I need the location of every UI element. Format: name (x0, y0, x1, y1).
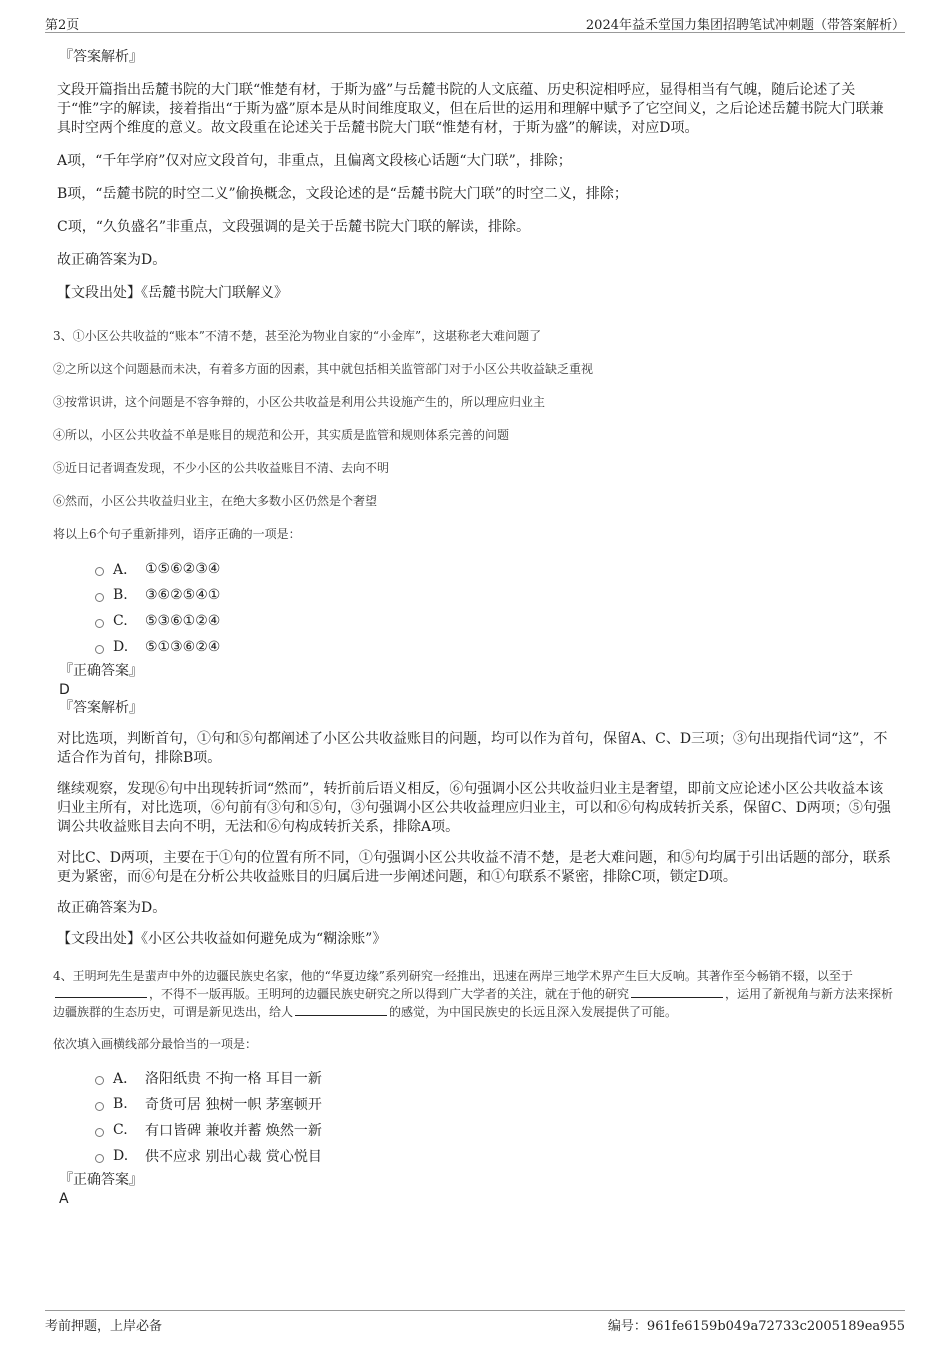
q3-source: 【文段出处】《小区公共收益如何避免成为“糊涂账”》 (57, 931, 387, 947)
q3-analysis-heading: 『答案解析』 (59, 700, 143, 716)
q3-option-b[interactable]: B. ③⑥②⑤④① (95, 582, 892, 608)
radio-icon[interactable] (95, 593, 104, 602)
q2-source: 【文段出处】《岳麓书院大门联解义》 (57, 285, 288, 301)
q2-analysis-paragraph: 文段开篇指出岳麓书院的大门联“惟楚有材，于斯为盛”与岳麓书院的人文底蕴、历史积淀相呼应，显得相当有气魄，随后论述了关于“惟”字的解读，接着指出“于斯为盛”原本是从时间维度取义，但在后世的运用和理解中赋予了它空间义，之后论述岳麓书院大门联兼具时空两个维度的意义。故文段重在论述关于岳麓书院大门联“惟楚有材，于斯为盛”的解读，对应D项。 (57, 82, 884, 136)
q3-conclusion: 故正确答案为D。 (57, 900, 167, 916)
q3-sentence-5: ⑤近日记者调查发现，不少小区的公共收益账目不清、去向不明 (53, 461, 390, 475)
q3-option-d[interactable]: D. ⑤①③⑥②④ (95, 634, 892, 660)
radio-icon[interactable] (95, 1102, 104, 1111)
q3-analysis-paragraph-1: 对比选项，判断首句，①句和⑤句都阐述了小区公共收益账目的问题，均可以作为首句，保留A、C、D三项；③句出现指代词“这”，不适合作为首句，排除B项。 (57, 731, 888, 766)
page-number: 第2页 (45, 18, 80, 33)
q3-sentence-1: 3、①小区公共收益的“账本”不清不楚，甚至沦为物业自家的“小金库”，这堪称老大难问题了 (53, 329, 542, 343)
document-id: 编号：961fe6159b049a72733c2005189ea955 (607, 1319, 905, 1334)
q4-option-a[interactable]: A． 洛阳纸贵 不拘一格 耳目一新 (95, 1065, 892, 1091)
q4-answer: A (59, 1191, 69, 1207)
q2-analysis-heading: 『答案解析』 (59, 49, 143, 65)
page-content (53, 48, 894, 1208)
q3-sentence-2: ②之所以这个问题悬而未决，有着多方面的因素，其中就包括相关监管部门对于小区公共收益缺乏重视 (53, 362, 594, 376)
radio-icon[interactable] (95, 1154, 104, 1163)
q2-analysis-option-a: A项，“千年学府”仅对应文段首句，非重点，且偏离文段核心话题“大门联”，排除； (57, 153, 572, 169)
blank-1[interactable] (55, 985, 147, 998)
page-footer (45, 1310, 905, 1333)
blank-3[interactable] (295, 1003, 387, 1016)
q3-analysis-paragraph-3: 对比C、D两项，主要在于①句的位置有所不同，①句强调小区公共收益不清不楚，是老大难问题，和⑤句均属于引出话题的部分，联系更为紧密，而⑥句是在分析公共收益账目的归属后进一步阐述问题，和①句联系不紧密，排除C项，锁定D项。 (57, 850, 891, 885)
page-header (45, 12, 905, 33)
q4-options (95, 1065, 892, 1169)
footer-slogan: 考前押题，上岸必备 (45, 1319, 163, 1334)
q3-option-a[interactable]: A． ①⑤⑥②③④ (95, 556, 892, 582)
q4-stem: 4、王明珂先生是蜚声中外的边疆民族史名家，他的“华夏边缘”系列研究一经推出，迅速在两岸三地学术界产生巨大反响。其著作至今畅销不辍，以至于，不得不一版再版。王明珂的边疆民族史研究之所以得到广大学者的关注，就在于他的研究 ，运用了新视角与新方法来探析边疆族群的生态历史，可谓是新见迭出，给人 的感觉，为中国民族史的长远且深入发展提供了可能。 (53, 969, 894, 1019)
radio-icon[interactable] (95, 567, 104, 576)
q2-analysis-option-c: C项，“久负盛名”非重点，文段强调的是关于岳麓书院大门联的解读，排除。 (57, 219, 531, 235)
q4-option-b[interactable]: B. 奇货可居 独树一帜 茅塞顿开 (95, 1091, 892, 1117)
q3-sentence-3: ③按常识讲，这个问题是不容争辩的，小区公共收益是利用公共设施产生的，所以理应归业主 (53, 395, 546, 409)
radio-icon[interactable] (95, 1076, 104, 1085)
q3-answer-heading: 『正确答案』 (59, 663, 143, 679)
q3-answer: D (59, 682, 70, 698)
q4-option-c[interactable]: C. 有口皆碑 兼收并蓄 焕然一新 (95, 1117, 892, 1143)
q3-analysis-paragraph-2: 继续观察，发现⑥句中出现转折词“然而”，转折前后语义相反，⑥句强调小区公共收益归业主是奢望，即前文应论述小区公共收益本该归业主所有，对比选项，⑥句前有③句和⑤句，③句强调小区公共收益理应归业主，可以和⑥句构成转折关系，保留C、D两项；⑤句强调公共收益账目去向不明，无法和⑥句构成转折关系，排除A项。 (57, 781, 891, 835)
q3-options (95, 556, 892, 660)
document-title: 2024年益禾堂国力集团招聘笔试冲刺题（带答案解析） (585, 18, 905, 33)
blank-2[interactable] (631, 985, 723, 998)
radio-icon[interactable] (95, 1128, 104, 1137)
q4-prompt: 依次填入画横线部分最恰当的一项是： (53, 1037, 258, 1051)
q3-sentence-6: ⑥然而，小区公共收益归业主，在绝大多数小区仍然是个奢望 (53, 494, 378, 508)
q2-analysis-option-b: B项，“岳麓书院的时空二义”偷换概念，文段论述的是“岳麓书院大门联”的时空二义，排除； (57, 186, 628, 202)
radio-icon[interactable] (95, 619, 104, 628)
q3-option-c[interactable]: C. ⑤③⑥①②④ (95, 608, 892, 634)
q4-answer-heading: 『正确答案』 (59, 1172, 143, 1188)
q3-sentence-4: ④所以，小区公共收益不单是账目的规范和公开，其实质是监管和规则体系完善的问题 (53, 428, 510, 442)
q4-option-d[interactable]: D. 供不应求 别出心裁 赏心悦目 (95, 1143, 892, 1169)
q2-conclusion: 故正确答案为D。 (57, 252, 167, 268)
q3-prompt: 将以上6个句子重新排列，语序正确的一项是： (53, 527, 301, 541)
radio-icon[interactable] (95, 645, 104, 654)
